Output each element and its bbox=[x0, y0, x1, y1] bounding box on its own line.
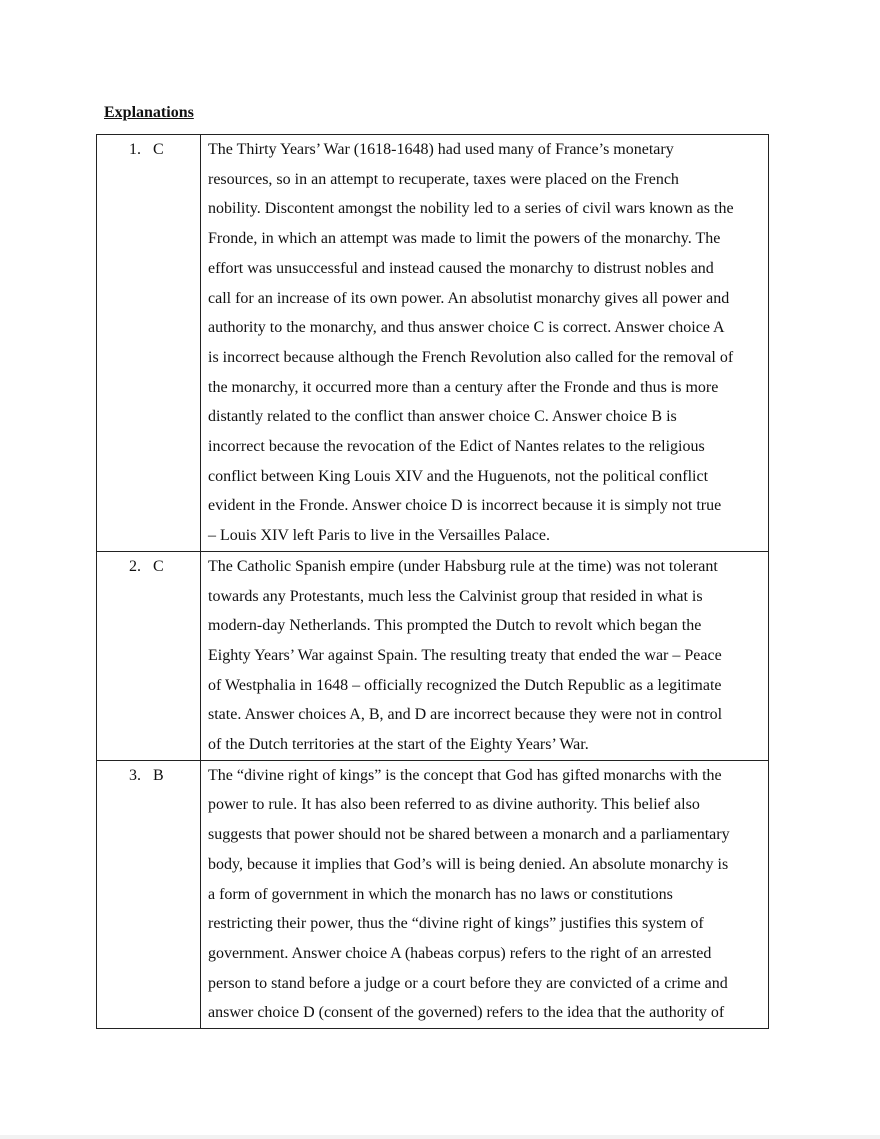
explanation-line: the monarchy, it occurred more than a century after the Fronde and thus is more bbox=[208, 378, 719, 396]
table-row bbox=[97, 551, 769, 760]
explanation-line: answer choice D (consent of the governed) refers to the idea that the authority of bbox=[208, 1004, 725, 1022]
explanation-line: state. Answer choices A, B, and D are incorrect because they were not in control bbox=[208, 706, 723, 724]
answer-label: 1. C bbox=[129, 141, 164, 158]
explanation-line: of the Dutch territories at the start of the Eighty Years’ War. bbox=[208, 736, 589, 754]
explanation-line: body, because it implies that God’s will is being denied. An absolute monarchy is bbox=[208, 855, 729, 873]
explanation-line: Fronde, in which an attempt was made to limit the powers of the monarchy. The bbox=[208, 230, 721, 248]
explanation-line: distantly related to the conflict than answer choice C. Answer choice B is bbox=[208, 408, 677, 426]
table-row bbox=[97, 760, 769, 1028]
explanation-line: of Westphalia in 1648 – officially recognized the Dutch Republic as a legitimate bbox=[208, 676, 722, 694]
explanation-line: The Catholic Spanish empire (under Habsburg rule at the time) was not tolerant bbox=[208, 557, 718, 575]
section-heading: Explanations bbox=[104, 104, 194, 121]
explanation-cell bbox=[201, 760, 769, 1028]
explanation-cell bbox=[201, 135, 769, 552]
explanation-line: restricting their power, thus the “divine right of kings” justifies this system of bbox=[208, 915, 704, 933]
table-row bbox=[97, 135, 769, 552]
explanation-line: modern-day Netherlands. This prompted the Dutch to revolt which began the bbox=[208, 617, 702, 635]
explanation-line: evident in the Fronde. Answer choice D is incorrect because it is simply not true bbox=[208, 497, 722, 515]
explanation-line: incorrect because the revocation of the Edict of Nantes relates to the religious bbox=[208, 438, 705, 456]
page-bottom-edge bbox=[0, 1135, 880, 1139]
answer-label: 2. C bbox=[129, 557, 164, 575]
explanation-line: The Thirty Years’ War (1618-1648) had used many of France’s monetary bbox=[208, 141, 674, 158]
explanation-line: The “divine right of kings” is the concept that God has gifted monarchs with the bbox=[208, 766, 722, 784]
explanation-line: a form of government in which the monarch has no laws or constitutions bbox=[208, 885, 673, 903]
explanation-line: conflict between King Louis XIV and the Huguenots, not the political conflict bbox=[208, 467, 709, 485]
explanation-line: call for an increase of its own power. An absolutist monarchy gives all power and bbox=[208, 289, 730, 307]
explanation-line: person to stand before a judge or a court before they are convicted of a crime and bbox=[208, 974, 728, 992]
explanation-line: authority to the monarchy, and thus answer choice C is correct. Answer choice A bbox=[208, 319, 725, 337]
explanation-line: effort was unsuccessful and instead caused the monarchy to distrust nobles and bbox=[208, 259, 714, 277]
explanation-line: towards any Protestants, much less the Calvinist group that resided in what is bbox=[208, 587, 703, 605]
explanation-line: suggests that power should not be shared between a monarch and a parliamentary bbox=[208, 826, 730, 844]
explanation-line: – Louis XIV left Paris to live in the Versailles Palace. bbox=[208, 527, 551, 545]
explanation-line: is incorrect because although the French Revolution also called for the removal of bbox=[208, 348, 734, 366]
explanation-cell bbox=[201, 551, 769, 760]
explanations-table bbox=[96, 134, 769, 1029]
explanation-line: nobility. Discontent amongst the nobility led to a series of civil wars known as the bbox=[208, 200, 734, 218]
answer-cell bbox=[97, 551, 201, 760]
explanation-line: government. Answer choice A (habeas corpus) refers to the right of an arrested bbox=[208, 944, 712, 962]
explanation-line: Eighty Years’ War against Spain. The resulting treaty that ended the war – Peace bbox=[208, 646, 722, 664]
answer-cell bbox=[97, 760, 201, 1028]
explanation-line: resources, so in an attempt to recuperate, taxes were placed on the French bbox=[208, 170, 679, 188]
answer-label: 3. B bbox=[129, 766, 164, 784]
answer-cell bbox=[97, 135, 201, 552]
explanation-line: power to rule. It has also been referred to as divine authority. This belief also bbox=[208, 796, 700, 814]
